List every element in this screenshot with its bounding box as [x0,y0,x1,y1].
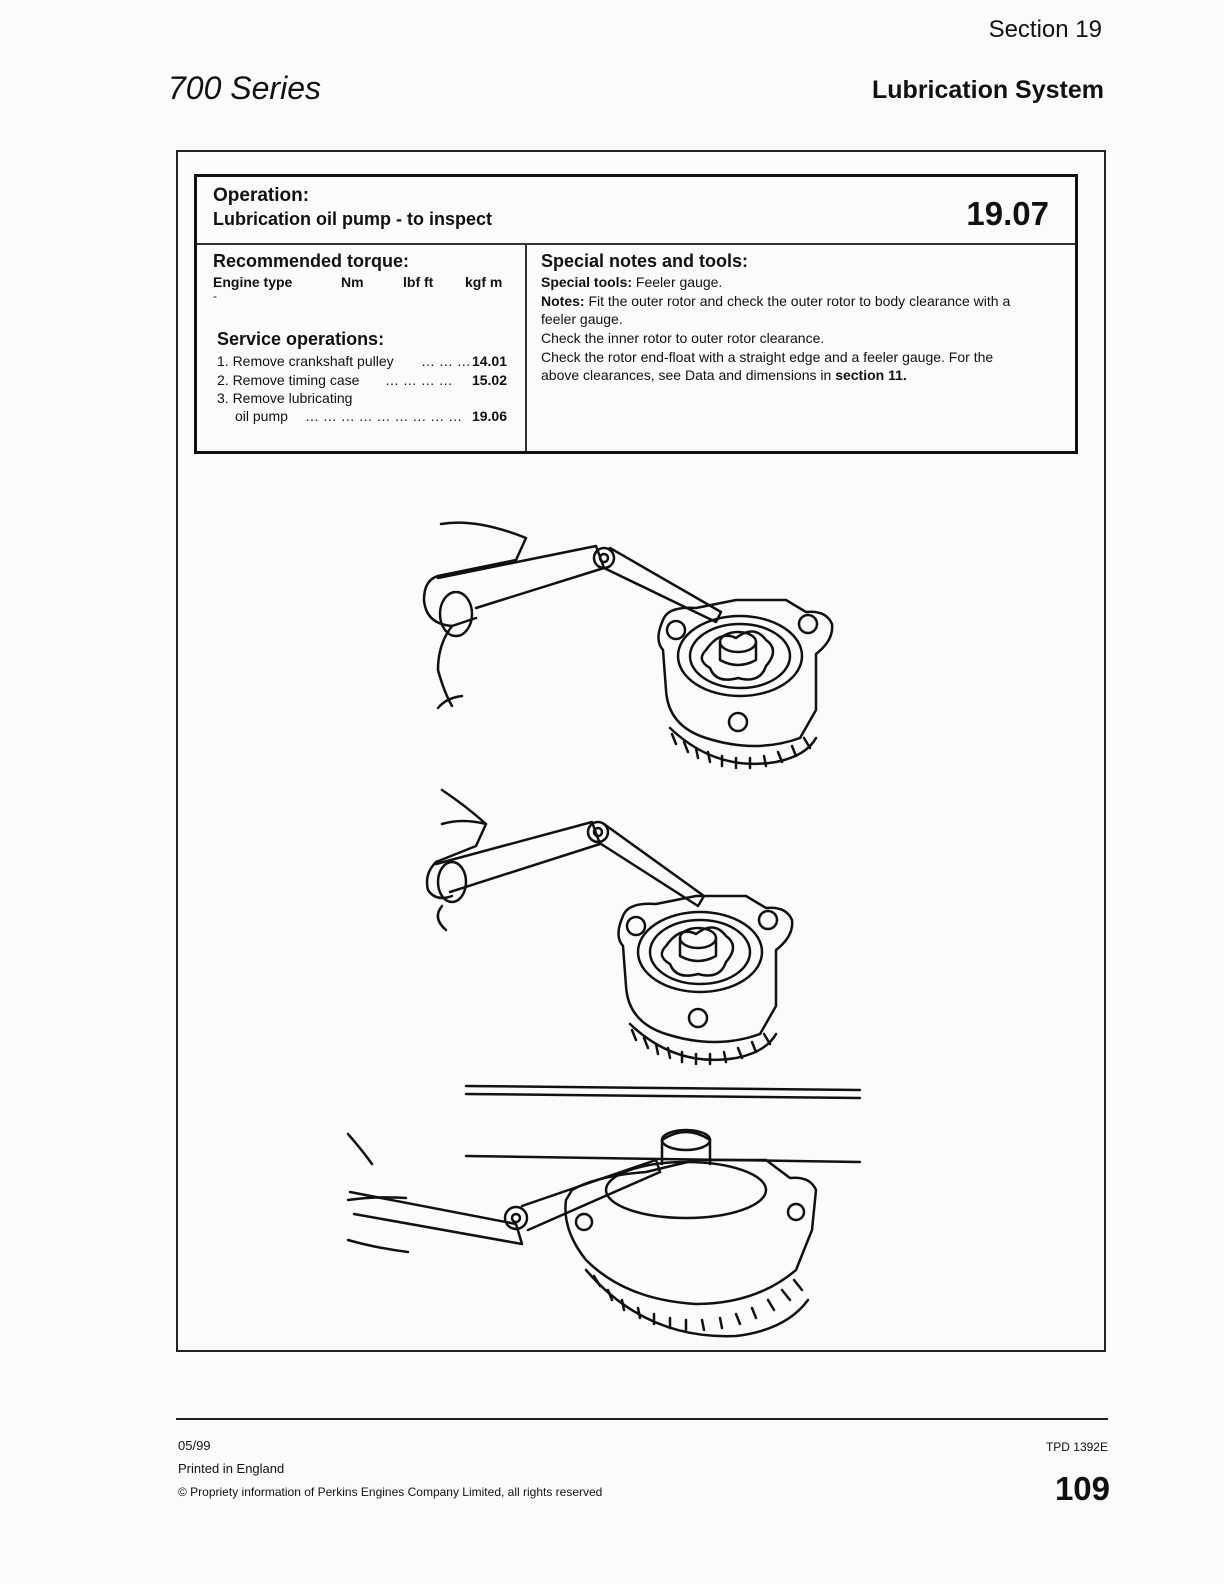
service-item-dots: … … … [421,353,471,369]
notes-text: above clearances, see Data and dimensions in [541,367,832,383]
operation-number: 19.07 [966,195,1049,232]
service-item [217,390,507,408]
footer-printed: Printed in England [178,1461,285,1476]
series-title: 700 Series [168,70,321,106]
service-item-dots: … … … … [385,372,453,388]
torque-heading: Recommended torque: [213,251,410,271]
tools-text: Feeler gauge. [635,274,723,290]
service-item [217,372,507,390]
torque-and-service-column [197,245,527,451]
notes-line: feeler gauge. [541,311,623,327]
figure-outer-rotor-clearance [424,523,832,768]
footer-doc-ref: TPD 1392E [1045,1440,1108,1454]
torque-col-nm: Nm [341,274,364,290]
section-label: Section 19 [988,16,1102,43]
service-item-ref: 19.06 [471,408,507,424]
tools-label: Special tools: [541,274,633,290]
notes-text: Fit the outer rotor and check the outer rotor to body clearance with a [588,293,1011,309]
notes-tools-line [541,273,1061,291]
notes-label: Notes: [541,293,585,309]
special-notes-column [527,245,1075,451]
footer-copyright: © Propriety information of Perkins Engines Company Limited, all rights reserved [178,1485,603,1499]
notes-period: . [902,367,907,383]
torque-col-engine-type: Engine type [213,274,293,290]
page-number: 109 [1054,1470,1110,1507]
service-item-label: oil pump [235,408,288,424]
service-item-dots: … … … … … … … … … [305,408,463,424]
service-item-ref: 15.02 [471,372,507,388]
notes-heading: Special notes and tools: [541,251,749,271]
section-reference: section 11 [835,367,903,383]
torque-col-kgf-m: kgf m [465,274,503,290]
torque-col-lbf-ft: lbf ft [403,274,434,290]
footer-rule [176,1418,1108,1420]
notes-line: Check the rotor end-float with a straight edge and a feeler gauge. For the [541,349,994,365]
operation-box [194,174,1078,454]
footer-date: 05/99 [178,1438,211,1453]
service-item [217,408,507,426]
service-heading: Service operations: [217,329,385,349]
operation-heading: Operation: [213,185,310,206]
service-item-label: 2. Remove timing case [217,372,360,388]
notes-line: Check the inner rotor to outer rotor clearance. [541,330,825,346]
torque-value: - [213,289,217,303]
figure-inner-rotor-clearance [427,790,792,1064]
operation-title: Lubrication oil pump - to inspect [213,209,492,229]
service-item-label: 1. Remove crankshaft pulley [217,353,394,369]
service-item-ref: 14.01 [471,353,507,369]
system-title: Lubrication System [872,76,1104,104]
notes-line [541,292,1061,310]
operation-header [197,177,1075,245]
figure-rotor-end-float [348,1086,860,1336]
service-item-label: 3. Remove lubricating [217,390,353,406]
service-item [217,353,507,371]
notes-line [541,366,1061,384]
oil-pump-illustrations [176,500,1106,1350]
